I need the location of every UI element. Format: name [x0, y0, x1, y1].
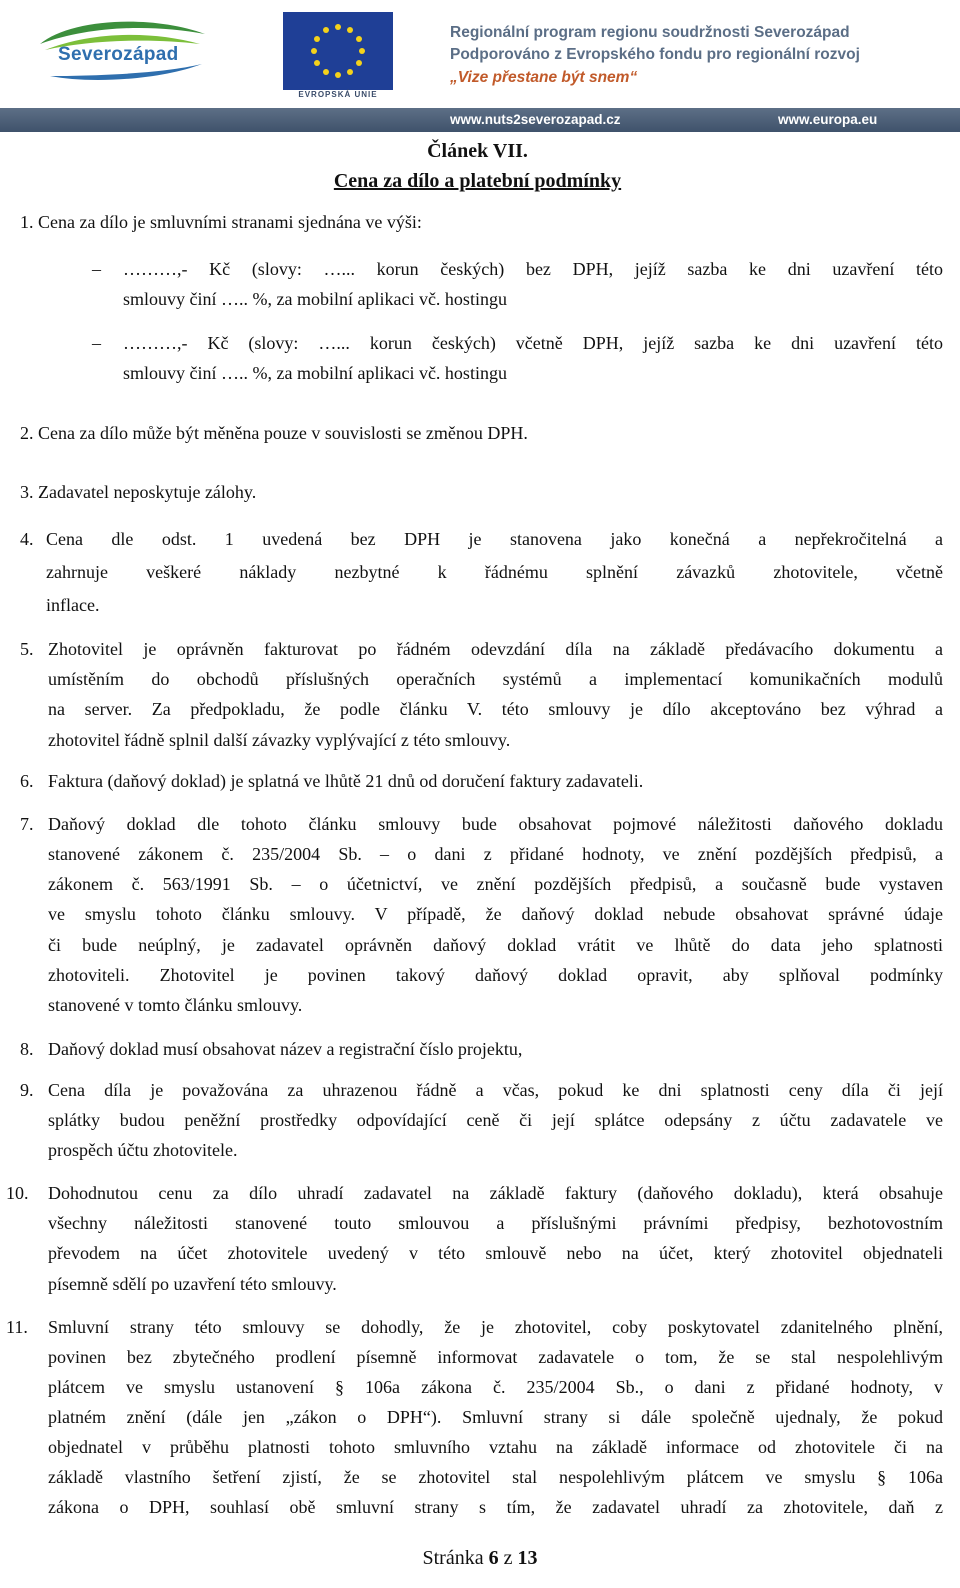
- text-line: 8.: [20, 1039, 34, 1059]
- footer-page-number: 6: [488, 1547, 499, 1569]
- text-line: 7.: [20, 814, 34, 834]
- text-line: Dohodnutou cenu za dílo uhradí zadavatel na základě faktury (daňového dokladu), která obsahuje: [48, 1183, 943, 1203]
- text-line: Faktura (daňový doklad) je splatná ve lhůtě 21 dnů od doručení faktury zadavateli.: [48, 771, 644, 791]
- eu-label: EVROPSKÁ UNIE: [298, 90, 378, 99]
- text-line: splátky budou peněžní prostředky odpovídající ceně či její splátce odepsány z účtu zadavatele ve: [48, 1110, 943, 1130]
- text-line: prospěch účtu zhotovitele.: [48, 1140, 238, 1160]
- severozapad-logo-text: Severozápad: [58, 44, 179, 65]
- text-line: inflace.: [46, 595, 100, 615]
- text-line: základě vlastního šetření zjistí, že se zhotovitel stal nespolehlivým plátcem ve smyslu § 106a: [48, 1467, 943, 1487]
- program-slogan: „Vize přestane být snem“: [450, 69, 638, 86]
- text-line: ve smyslu tohoto článku smlouvy. V případě, že daňový doklad nebude obsahovat správné údaje: [48, 904, 943, 924]
- text-line: zákona o DPH, souhlasí obě smluvní strany s tím, že zadavatel uhradí za zhotovitele, daň z: [48, 1497, 943, 1517]
- text-line: Daňový doklad dle tohoto článku smlouvy bude obsahovat pojmové náležitosti daňového dokladu: [48, 814, 943, 834]
- text-line: 11.: [6, 1317, 28, 1337]
- article-number: Článek VII.: [427, 140, 528, 162]
- text-line: písemně sdělí po uzavření této smlouvy.: [48, 1274, 337, 1294]
- text-line: zákonem č. 563/1991 Sb. – o účetnictví, ve znění pozdějších předpisů, a současně bude vystaven: [48, 874, 943, 894]
- page-footer: [0, 1547, 960, 1570]
- text-line: Cena dle odst. 1 uvedená bez DPH je stanovena jako konečná a nepřekročitelná a: [46, 529, 943, 549]
- text-line: zhotovitel řádně splnil další závazky vyplývající z této smlouvy.: [48, 730, 511, 750]
- text-line: povinen bez zbytečného prodlení písemně informovat zadavatele o tom, že se stal nespolehlivým: [48, 1347, 943, 1367]
- text-line: smlouvy činí ….. %, za mobilní aplikaci vč. hostingu: [123, 289, 507, 309]
- footer-page-total: 13: [517, 1547, 538, 1569]
- text-line: Smluvní strany této smlouvy se dohodly, že je zhotovitel, coby poskytovatel zdanitelného plnění,: [48, 1317, 943, 1337]
- text-line: Cena díla je považována za uhrazenou řádně a včas, pokud ke dni splatnosti ceny díla či její: [48, 1080, 943, 1100]
- article-title: Cena za dílo a platební podmínky: [333, 170, 622, 192]
- program-line: Podporováno z Evropského fondu pro regionální rozvoj: [450, 46, 860, 63]
- text-line: či bude neúplný, je zadavatel oprávněn daňový doklad vrátit ve lhůtě do data jeho splatnosti: [48, 935, 943, 955]
- text-line: stanovené v tomto článku smlouvy.: [48, 995, 303, 1015]
- banner-url-link[interactable]: www.europa.eu: [778, 112, 878, 127]
- text-line: stanovené zákonem č. 235/2004 Sb. – o dani z přidané hodnoty, ve znění pozdějších předpisů, a: [48, 844, 943, 864]
- program-line: Regionální program regionu soudržnosti Severozápad: [450, 24, 850, 41]
- text-line: zhotoviteli. Zhotovitel je povinen takový daňový doklad opravit, aby splňoval podmínky: [48, 965, 943, 985]
- footer-separator: z: [503, 1547, 513, 1569]
- text-line: 5.: [20, 639, 34, 659]
- text-line: 6.: [20, 771, 34, 791]
- text-line: 3. Zadavatel neposkytuje zálohy.: [20, 482, 257, 502]
- footer-prefix: Stránka: [422, 1547, 484, 1569]
- text-line: všechny náležitosti stanovené touto smlouvou a příslušnými právními předpisy, bezhotovostním: [48, 1213, 943, 1233]
- text-line: 4.: [20, 529, 34, 549]
- banner-url-link[interactable]: www.nuts2severozapad.cz: [450, 112, 621, 127]
- header-banner: [0, 0, 960, 132]
- list-dash: –: [92, 333, 101, 353]
- text-line: 2. Cena za dílo může být měněna pouze v souvislosti se změnou DPH.: [20, 423, 528, 443]
- text-line: plátcem ve smyslu ustanovení § 106a zákona č. 235/2004 Sb., o dani z přidané hodnoty, v: [48, 1377, 943, 1397]
- text-line: Daňový doklad musí obsahovat název a registrační číslo projektu,: [48, 1039, 523, 1059]
- text-line: na server. Za předpokladu, že podle článku V. této smlouvy je dílo akceptováno bez výhrad a: [48, 699, 943, 719]
- text-line: umístěním do obchodů příslušných operačních systémů a implementací komunikačních modulů: [48, 669, 943, 689]
- text-line: smlouvy činí ….. %, za mobilní aplikaci vč. hostingu: [123, 363, 507, 383]
- text-line: 10.: [6, 1183, 29, 1203]
- text-line: platném znění (dále jen „zákon o DPH“). Smluvní strany si dále společně ujednaly, že pokud: [48, 1407, 943, 1427]
- text-line: ………,- Kč (slovy: …... korun českých) bez DPH, jejíž sazba ke dni uzavření této: [123, 259, 943, 279]
- text-line: 1. Cena za dílo je smluvními stranami sjednána ve výši:: [20, 212, 422, 232]
- eu-flag-icon: [283, 12, 393, 90]
- list-dash: –: [92, 259, 101, 279]
- text-line: Zhotovitel je oprávněn fakturovat po řádném odevzdání díla na základě předávacího dokumentu a: [48, 639, 943, 659]
- text-line: ………,- Kč (slovy: …... korun českých) včetně DPH, jejíž sazba ke dni uzavření této: [123, 333, 943, 353]
- text-line: převodem na účet zhotovitele uvedený v této smlouvě nebo na účet, který zhotovitel objednateli: [48, 1243, 943, 1263]
- text-line: objednatel v průběhu platnosti tohoto smluvního vztahu na základě informace od zhotovitele či na: [48, 1437, 943, 1457]
- text-line: zahrnuje veškeré náklady nezbytné k řádnému splnění závazků zhotovitele, včetně: [46, 562, 943, 582]
- text-line: 9.: [20, 1080, 34, 1100]
